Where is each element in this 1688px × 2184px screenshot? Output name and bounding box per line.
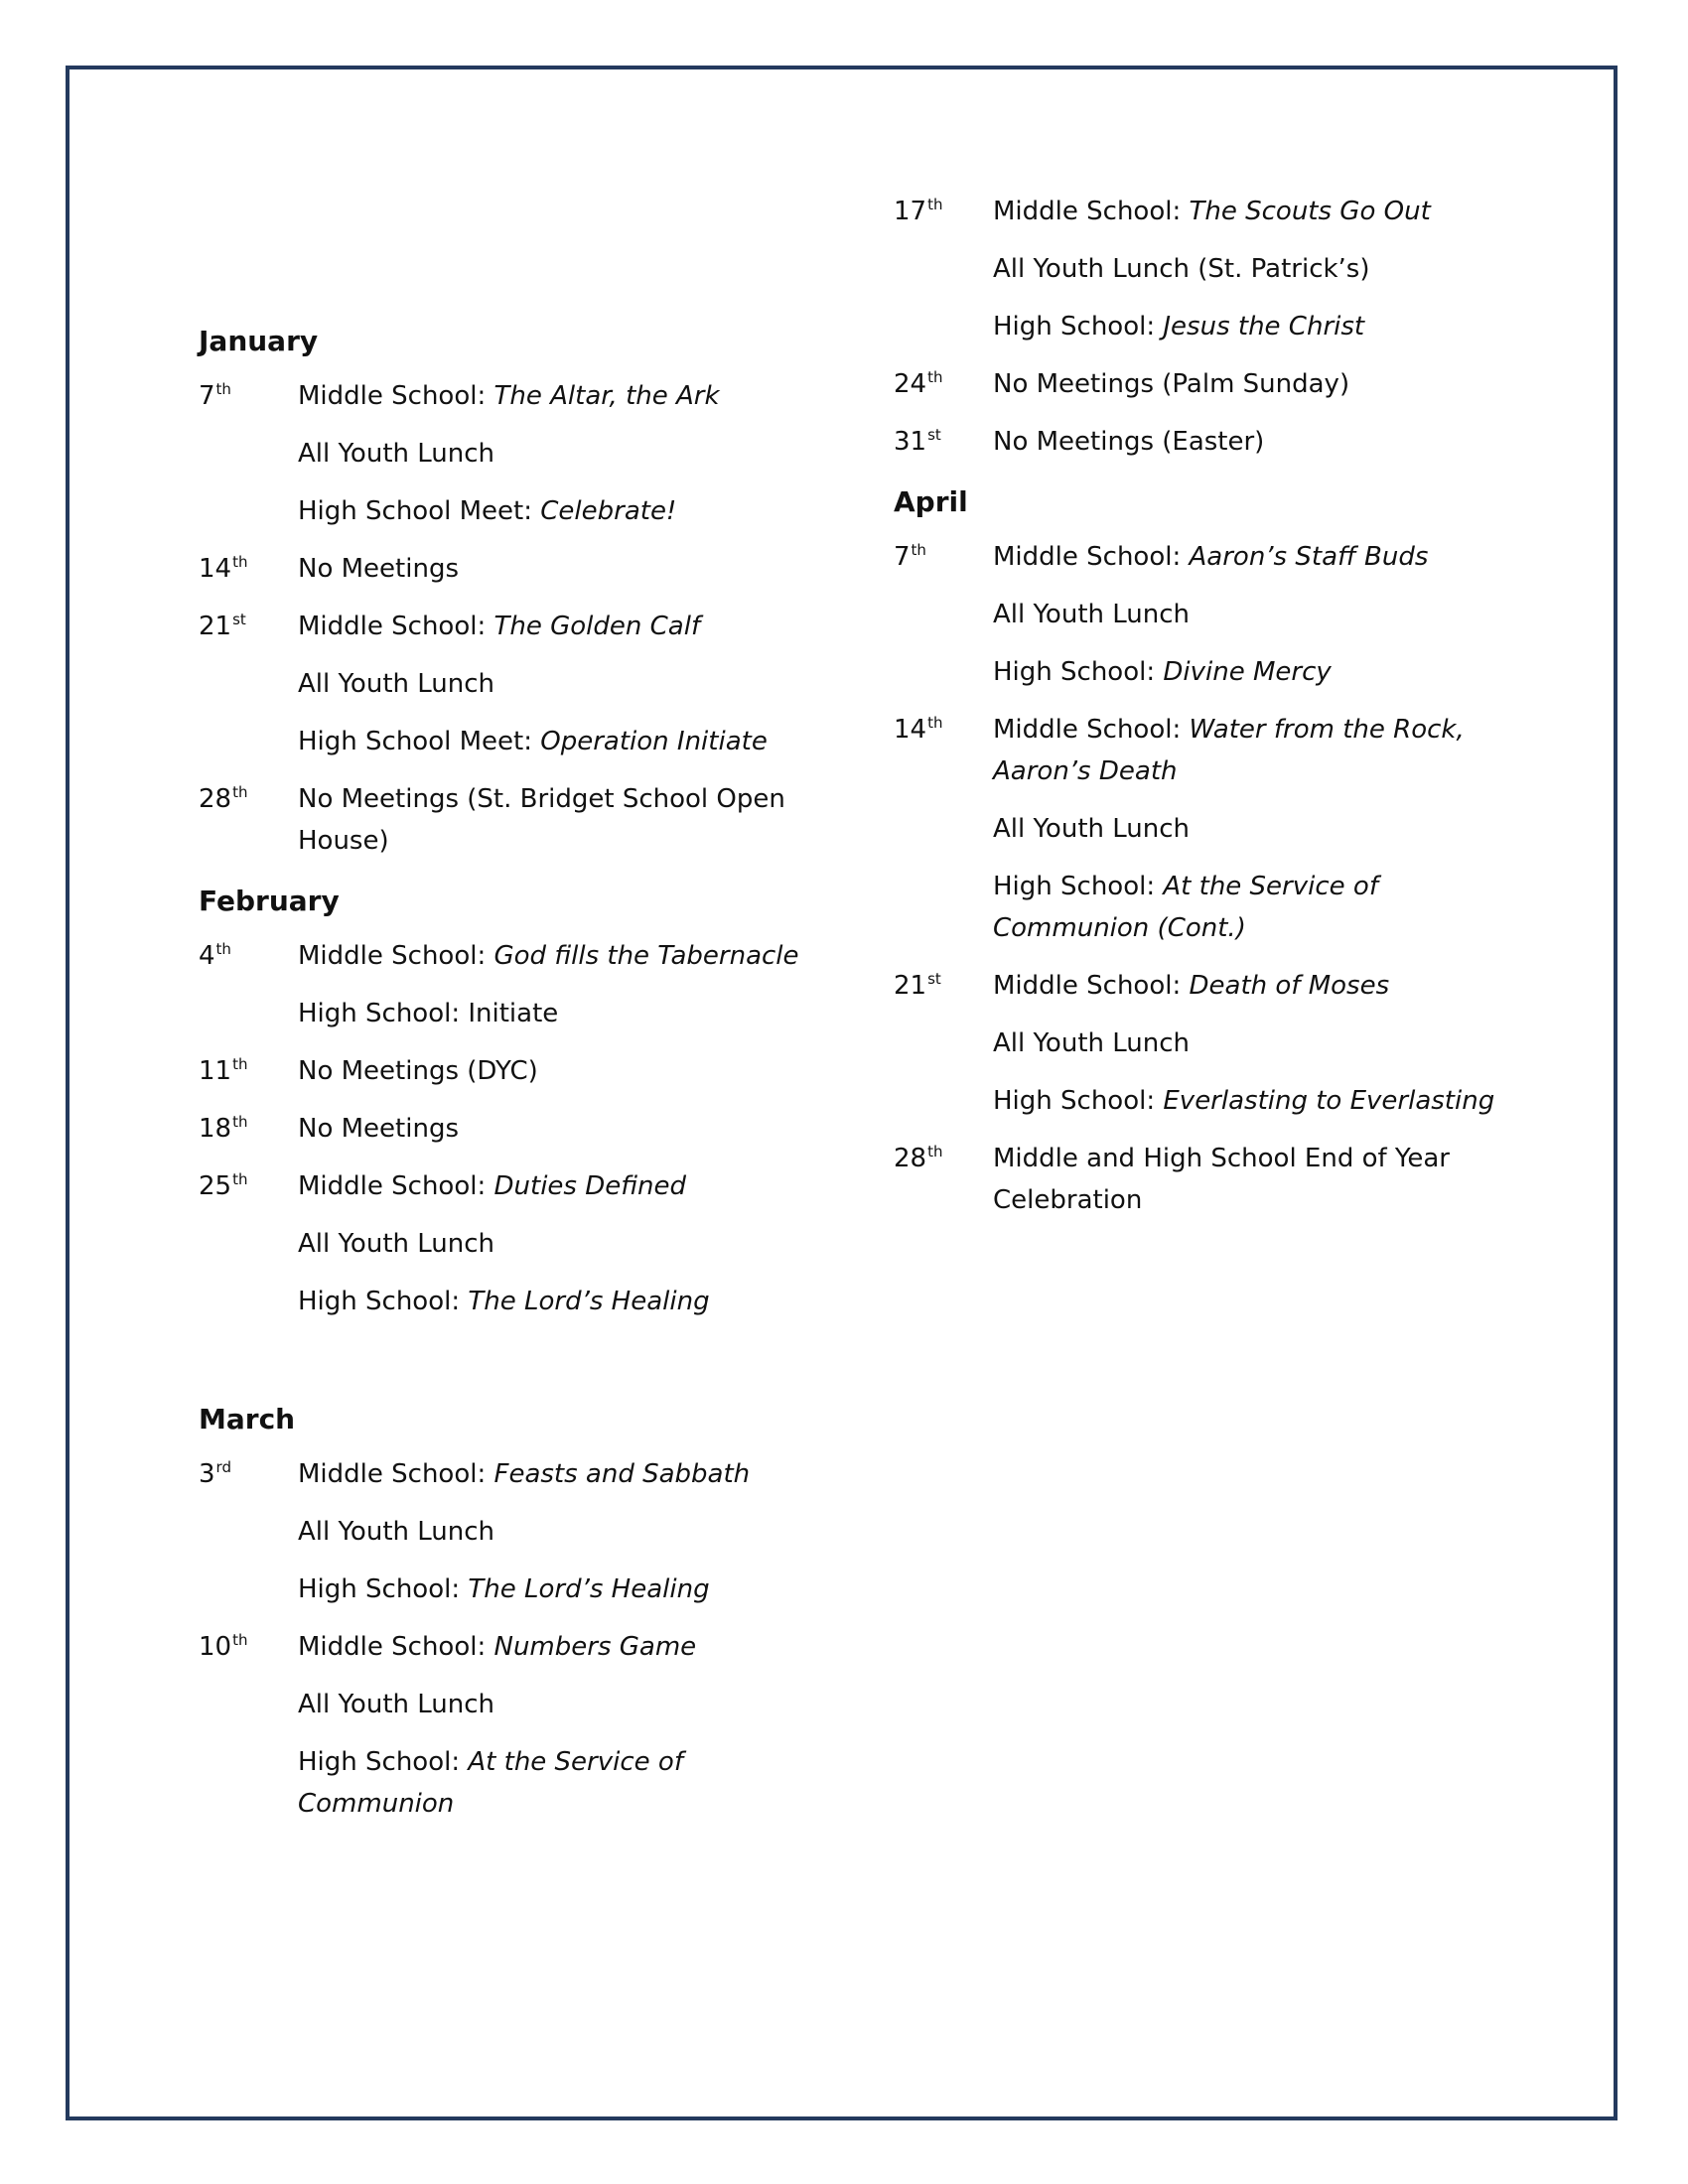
entry-activities [298, 1050, 814, 1108]
activity-label: High School: [993, 312, 1164, 341]
activity-line [993, 866, 1509, 949]
lesson-title: The Golden Calf [493, 612, 701, 641]
date-number: 7 [894, 542, 911, 572]
date-number: 14 [199, 554, 232, 584]
date-suffix: th [927, 1143, 943, 1160]
schedule-entry [199, 548, 814, 606]
entry-date [894, 709, 993, 753]
activity-label: Middle School: [298, 381, 494, 411]
entry-date [199, 606, 298, 650]
activity-line [298, 1741, 814, 1825]
date-number: 11 [199, 1056, 232, 1086]
lesson-title: Operation Initiate [540, 727, 768, 756]
activity-line [298, 1050, 814, 1092]
date-suffix: rd [215, 1458, 231, 1476]
schedule-entry [894, 191, 1509, 363]
schedule-entry [199, 606, 814, 778]
date-number: 21 [894, 971, 927, 1001]
month-section [199, 318, 814, 878]
activity-line [993, 1138, 1509, 1221]
activity-line [298, 606, 814, 647]
activity-line [993, 709, 1509, 792]
activity-label: High School: [298, 1747, 469, 1777]
activity-label: High School: [993, 872, 1164, 901]
activity-line [298, 1281, 814, 1322]
schedule-entry [894, 363, 1509, 421]
entry-activities [298, 1626, 814, 1841]
date-suffix: th [232, 1631, 248, 1649]
activity-label: Middle School: [298, 941, 494, 971]
schedule-entry [894, 1138, 1509, 1237]
entry-activities [298, 375, 814, 548]
entry-activities [298, 1108, 814, 1165]
date-suffix: st [232, 611, 246, 628]
entry-date [894, 536, 993, 581]
activity-line [298, 548, 814, 590]
entry-activities [298, 778, 814, 878]
schedule-entry [199, 1626, 814, 1841]
lesson-title: At the Service of Communion (Cont.) [993, 872, 1378, 943]
activity-label: All Youth Lunch [298, 1517, 495, 1547]
date-number: 28 [894, 1144, 927, 1173]
month-heading: April [894, 485, 968, 518]
lesson-title: Numbers Game [493, 1632, 697, 1662]
entry-date [199, 935, 298, 980]
activity-line [993, 363, 1509, 405]
date-number: 17 [894, 197, 927, 226]
schedule-entry [199, 1050, 814, 1108]
date-number: 10 [199, 1632, 232, 1662]
month-section [894, 478, 1509, 1237]
activity-label: High School: Initiate [298, 999, 559, 1028]
entry-activities [298, 606, 814, 778]
entry-activities [993, 536, 1509, 709]
date-suffix: th [232, 1113, 248, 1131]
schedule-entry [894, 709, 1509, 965]
schedule-right-column [894, 191, 1509, 1237]
date-number: 14 [894, 715, 927, 745]
entry-activities [993, 421, 1509, 478]
activity-label: All Youth Lunch [298, 1690, 495, 1719]
activity-line [298, 778, 814, 862]
activity-label: High School Meet: [298, 727, 541, 756]
activity-line [298, 1626, 814, 1668]
activity-label: No Meetings [298, 554, 459, 584]
date-suffix: th [927, 196, 943, 213]
entry-date [199, 1453, 298, 1498]
date-number: 28 [199, 784, 232, 814]
lesson-title: Divine Mercy [1163, 657, 1332, 687]
lesson-title: Water from the Rock, Aaron’s Death [993, 715, 1465, 786]
entry-date [894, 421, 993, 466]
entry-activities [993, 1138, 1509, 1237]
month-section [894, 191, 1509, 478]
entry-activities [298, 548, 814, 606]
activity-line [993, 808, 1509, 850]
activity-label: High School: [298, 1574, 469, 1604]
date-suffix: th [927, 368, 943, 386]
date-suffix: th [232, 553, 248, 571]
activity-label: All Youth Lunch [993, 600, 1191, 629]
lesson-title: Celebrate! [540, 496, 677, 526]
schedule-entry [199, 1165, 814, 1338]
date-suffix: st [927, 970, 941, 988]
activity-label: High School: [993, 657, 1164, 687]
lesson-title: Duties Defined [493, 1171, 687, 1201]
activity-line [298, 1453, 814, 1495]
activity-label: No Meetings [298, 1114, 459, 1144]
date-suffix: th [232, 1170, 248, 1188]
month-heading: March [199, 1403, 296, 1435]
lesson-title: Aaron’s Staff Buds [1189, 542, 1429, 572]
lesson-title: Everlasting to Everlasting [1163, 1086, 1495, 1116]
month-heading: February [199, 885, 340, 917]
date-number: 24 [894, 369, 927, 399]
entry-activities [993, 191, 1509, 363]
activity-line [298, 1684, 814, 1725]
entry-activities [993, 965, 1509, 1138]
activity-label: Middle School: [298, 1171, 494, 1201]
activity-label: Middle School: [298, 1459, 494, 1489]
schedule-entry [894, 536, 1509, 709]
date-suffix: th [232, 1055, 248, 1073]
date-suffix: th [911, 541, 926, 559]
activity-line [298, 375, 814, 417]
activity-line [298, 490, 814, 532]
lesson-title: The Lord’s Healing [468, 1287, 710, 1316]
activity-label: All Youth Lunch [993, 814, 1191, 844]
activity-line [298, 721, 814, 762]
activity-label: All Youth Lunch [298, 1229, 495, 1259]
activity-line [993, 191, 1509, 232]
schedule-left-column [199, 318, 814, 1841]
activity-line [993, 594, 1509, 635]
activity-line [298, 1108, 814, 1150]
activity-label: No Meetings (St. Bridget School Open House) [298, 784, 785, 856]
entry-activities [993, 709, 1509, 965]
activity-line [298, 433, 814, 475]
schedule-entry [199, 1108, 814, 1165]
activity-label: Middle School: [993, 715, 1190, 745]
entry-date [199, 1050, 298, 1095]
entry-activities [298, 1165, 814, 1338]
date-suffix: st [927, 426, 941, 444]
activity-line [993, 1080, 1509, 1122]
activity-line [298, 1511, 814, 1553]
entry-date [199, 375, 298, 420]
entry-date [894, 1138, 993, 1182]
lesson-title: Feasts and Sabbath [493, 1459, 751, 1489]
entry-activities [993, 363, 1509, 421]
entry-activities [298, 935, 814, 1050]
lesson-title: The Scouts Go Out [1189, 197, 1431, 226]
date-suffix: th [215, 380, 231, 398]
activity-label: No Meetings (Palm Sunday) [993, 369, 1350, 399]
activity-line [993, 536, 1509, 578]
activity-label: High School Meet: [298, 496, 541, 526]
entry-activities [298, 1453, 814, 1626]
activity-label: High School: [993, 1086, 1164, 1116]
activity-line [993, 306, 1509, 347]
lesson-title: God fills the Tabernacle [493, 941, 799, 971]
month-spacer [199, 1338, 814, 1396]
entry-date [199, 778, 298, 823]
activity-label: All Youth Lunch [298, 669, 495, 699]
schedule-entry [199, 778, 814, 878]
date-number: 25 [199, 1171, 232, 1201]
entry-date [199, 1108, 298, 1153]
entry-date [894, 363, 993, 408]
activity-line [993, 421, 1509, 463]
date-number: 31 [894, 427, 927, 457]
lesson-title: Jesus the Christ [1163, 312, 1365, 341]
date-suffix: th [215, 940, 231, 958]
activity-label: No Meetings (Easter) [993, 427, 1265, 457]
schedule-entry [894, 421, 1509, 478]
activity-label: Middle School: [993, 542, 1190, 572]
activity-label: All Youth Lunch [993, 1028, 1191, 1058]
activity-line [298, 1569, 814, 1610]
activity-line [298, 1223, 814, 1265]
month-section [199, 1338, 814, 1841]
activity-label: Middle and High School End of Year Celebration [993, 1144, 1450, 1215]
entry-date [199, 1626, 298, 1671]
activity-line [993, 248, 1509, 290]
month-heading: January [199, 325, 319, 357]
schedule-entry [894, 965, 1509, 1138]
date-number: 21 [199, 612, 232, 641]
date-number: 7 [199, 381, 215, 411]
activity-line [298, 935, 814, 977]
activity-label: Middle School: [993, 971, 1190, 1001]
activity-label: Middle School: [993, 197, 1190, 226]
activity-label: High School: [298, 1287, 469, 1316]
activity-label: No Meetings (DYC) [298, 1056, 538, 1086]
activity-label: Middle School: [298, 1632, 494, 1662]
date-suffix: th [927, 714, 943, 732]
activity-line [993, 965, 1509, 1007]
month-section [199, 878, 814, 1338]
activity-line [298, 1165, 814, 1207]
entry-date [199, 548, 298, 593]
entry-date [894, 965, 993, 1010]
activity-label: Middle School: [298, 612, 494, 641]
lesson-title: At the Service of Communion [298, 1747, 683, 1819]
date-number: 3 [199, 1459, 215, 1489]
schedule-entry [199, 375, 814, 548]
lesson-title: The Altar, the Ark [493, 381, 720, 411]
date-suffix: th [232, 783, 248, 801]
activity-line [298, 993, 814, 1034]
lesson-title: The Lord’s Healing [468, 1574, 710, 1604]
activity-line [993, 1023, 1509, 1064]
activity-label: All Youth Lunch [298, 439, 495, 469]
date-number: 4 [199, 941, 215, 971]
entry-date [894, 191, 993, 235]
date-number: 18 [199, 1114, 232, 1144]
schedule-entry [199, 935, 814, 1050]
schedule-entry [199, 1453, 814, 1626]
lesson-title: Death of Moses [1189, 971, 1390, 1001]
entry-date [199, 1165, 298, 1210]
activity-label: All Youth Lunch (St. Patrick’s) [993, 254, 1370, 284]
activity-line [993, 651, 1509, 693]
activity-line [298, 663, 814, 705]
